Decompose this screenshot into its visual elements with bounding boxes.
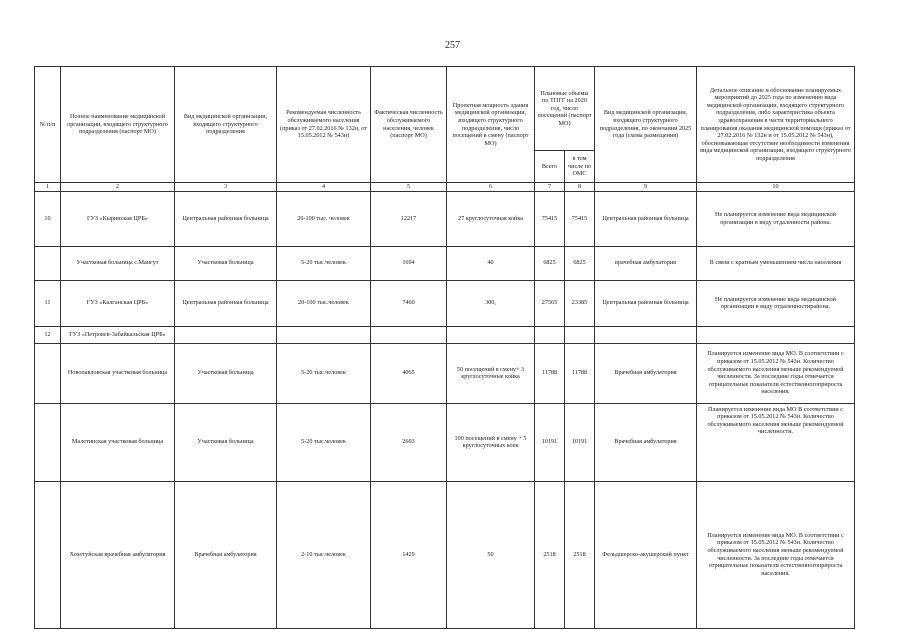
actual-population: 1694 <box>371 246 447 280</box>
column-number: 3 <box>175 183 277 192</box>
table-row <box>35 326 855 343</box>
planned-oms: 10191 <box>565 403 595 481</box>
row-number <box>35 403 61 481</box>
actual-population: 12217 <box>371 191 447 246</box>
table-row <box>35 403 855 481</box>
org-type-2025: Центральная районная больница <box>595 191 697 246</box>
medical-organizations-table <box>34 66 855 629</box>
org-name: Участковая больница с.Мангут <box>61 246 175 280</box>
header-cell-capacity: Проектная мощность здания медицинской организации, входящего структурного подразделения, число посещений в смену (паспорт МО) <box>447 67 535 183</box>
org-type: Участковая больница <box>175 403 277 481</box>
org-type-2025: Врачебная амбулатория <box>595 403 697 481</box>
recommended-population: 5-20 тыс.человек <box>277 246 371 280</box>
description: Планируется изменение вида МО. В соответствии с приказом от 15.05.2012 № 543н. Количество обслуживаемого населения меньше рекомендуемой численности. За последние годы отмечается отрицательные показатели естественногоприроста населения. <box>697 481 855 628</box>
row-number <box>35 246 61 280</box>
header-cell-num: № п/п <box>35 67 61 183</box>
org-name: Хохотуйская врачебная амбулатория <box>61 481 175 628</box>
design-capacity: 40 <box>447 246 535 280</box>
org-type-2025: врачебная амбулатория <box>595 246 697 280</box>
planned-oms <box>565 326 595 343</box>
header-cell-type-2025: Вид медицинской организации, входящего структурного подразделения, по окончании 2025 года (схема размещения) <box>595 67 697 183</box>
planned-oms: 6825 <box>565 246 595 280</box>
row-number <box>35 343 61 403</box>
column-number: 6 <box>447 183 535 192</box>
planned-total <box>535 326 565 343</box>
header-cell-planned: Плановые объемы по ТПГГ на 2020 год, число посещений (паспорт МО) <box>535 67 595 151</box>
actual-population: 4065 <box>371 343 447 403</box>
org-type: Центральная районная больница <box>175 191 277 246</box>
column-number: 10 <box>697 183 855 192</box>
description <box>697 326 855 343</box>
recommended-population: 20-100 тыс.человек <box>277 280 371 326</box>
row-number: 10 <box>35 191 61 246</box>
table-row <box>35 343 855 403</box>
actual-population: 2603 <box>371 403 447 481</box>
org-name: Малетинская участковая больница <box>61 403 175 481</box>
org-type-2025: Фельдшерско-акушерский пункт <box>595 481 697 628</box>
column-number: 7 <box>535 183 565 192</box>
org-name: Новопавловская участковая больница <box>61 343 175 403</box>
column-number: 8 <box>565 183 595 192</box>
planned-total: 2518 <box>535 481 565 628</box>
actual-population: 1429 <box>371 481 447 628</box>
recommended-population: 5-20 тыс.человек <box>277 403 371 481</box>
design-capacity: 27 круглосуточная койка <box>447 191 535 246</box>
recommended-population: 20-100 тыс. человек <box>277 191 371 246</box>
description: Планируется изменение вида МО. В соответствии с приказом от 15.05.2012 № 543н. Количество обслуживаемого населения меньше рекомендуемой численности. За последние годы отмечается отрицательные показатели естественногоприроста населения. <box>697 343 855 403</box>
planned-oms: 2518 <box>565 481 595 628</box>
recommended-population: 2-10 тыс.человек <box>277 481 371 628</box>
org-type: Участковая больница <box>175 343 277 403</box>
row-number <box>35 481 61 628</box>
header-cell-type: Вид медицинской организации, входящего структурного подразделения <box>175 67 277 183</box>
header-cell-total: Всего <box>535 151 565 183</box>
header-cell-description: Детальное описание и обоснование планируемых мероприятий до 2025 года по изменению вида медицинской организации, входящего структурного подразделения, либо характеристика объекта здравоохранения в части территориального планирования оказания медицинской помощи (приказ от 27.02.2016 № 132н и от 15.05.2012 № 543н), обосновывающая отсутствие необходимости изменения вида медицинской организации, входящего структурного подразделения <box>697 67 855 183</box>
header-cell-recommended: Рекомендуемая численность обслуживаемого населения (приказ от 27.02.2016 № 132н, от 15.05.2012 № 543н) <box>277 67 371 183</box>
org-name: ГУЗ «Кыринская ЦРБ» <box>61 191 175 246</box>
design-capacity <box>447 326 535 343</box>
description: Планируется изменение вида МО В соответствии с приказом от 15.05.2012 № 543н. Количество обслуживаемого населения меньше рекомендуемой численности. <box>697 403 855 481</box>
column-number: 4 <box>277 183 371 192</box>
org-type-2025: Врачебная амбулатория <box>595 343 697 403</box>
design-capacity: 50 посещений в смену+ 3 круглосуточные койка <box>447 343 535 403</box>
org-type: Центральная районная больница <box>175 280 277 326</box>
table-row <box>35 280 855 326</box>
table-row <box>35 191 855 246</box>
column-number: 2 <box>61 183 175 192</box>
org-type <box>175 326 277 343</box>
header-cell-oms: в том числе по ОМС <box>565 151 595 183</box>
header-row <box>35 67 855 151</box>
row-number: 11 <box>35 280 61 326</box>
header-cell-actual: Фактическая численность обслуживаемого населения, человек (паспорт МО) <box>371 67 447 183</box>
column-number: 9 <box>595 183 697 192</box>
org-type-2025 <box>595 326 697 343</box>
planned-oms: 11788 <box>565 343 595 403</box>
org-name: ГУЗ «Петровск-Забайкальская ЦРБ» <box>61 326 175 343</box>
planned-total: 10191 <box>535 403 565 481</box>
column-number: 5 <box>371 183 447 192</box>
description: Не планируется изменение вида медицинской организации в виду отдаленностирайона. <box>697 280 855 326</box>
design-capacity: 300, <box>447 280 535 326</box>
planned-oms: 75415 <box>565 191 595 246</box>
recommended-population: 5-20 тыс.человек <box>277 343 371 403</box>
org-type: Врачебная амбулатория <box>175 481 277 628</box>
row-number: 12 <box>35 326 61 343</box>
recommended-population <box>277 326 371 343</box>
planned-total: 75415 <box>535 191 565 246</box>
table-row <box>35 246 855 280</box>
table-row <box>35 481 855 628</box>
column-number-row <box>35 183 855 192</box>
actual-population <box>371 326 447 343</box>
planned-total: 27565 <box>535 280 565 326</box>
org-type-2025: Центральная районная больница <box>595 280 697 326</box>
org-name: ГУЗ «Калганская ЦРБ» <box>61 280 175 326</box>
design-capacity: 100 посещений в смену + 5 круглосуточных коек <box>447 403 535 481</box>
planned-total: 6825 <box>535 246 565 280</box>
design-capacity: 50 <box>447 481 535 628</box>
page-number: 257 <box>445 40 460 51</box>
column-number: 1 <box>35 183 61 192</box>
planned-oms: 23385 <box>565 280 595 326</box>
description: В связи с кратным уменьшением числа населения <box>697 246 855 280</box>
planned-total: 11788 <box>535 343 565 403</box>
header-cell-name: Полное наименование медицинской организации, входящего структурного подразделения (паспорт МО) <box>61 67 175 183</box>
description: Не планируется изменение вида медицинской организации в виду отдаленности района. <box>697 191 855 246</box>
org-type: Участковая больница <box>175 246 277 280</box>
actual-population: 7460 <box>371 280 447 326</box>
